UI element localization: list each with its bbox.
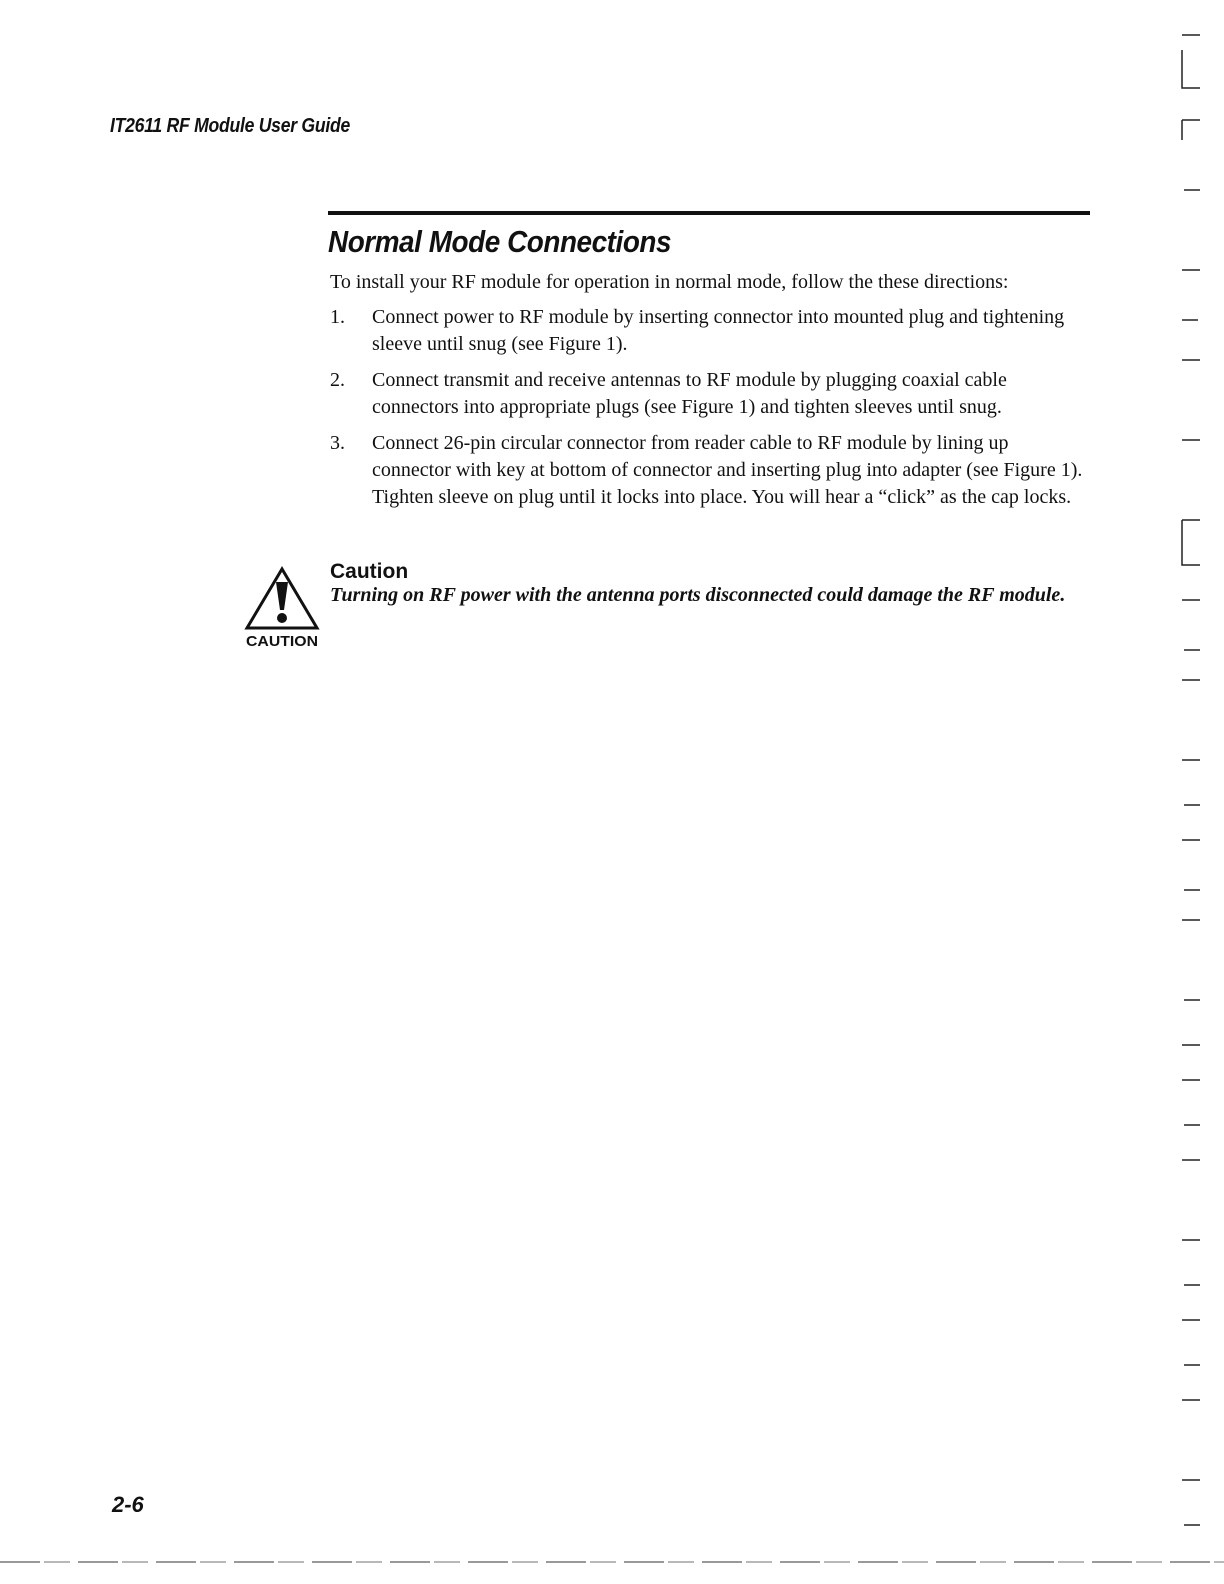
section-divider <box>328 211 1090 215</box>
step-text: Connect transmit and receive antennas to RF module by plugging coaxial cable connectors into appropriate plugs (see Figure 1) and tighten sleeves until snug. <box>372 369 1007 418</box>
step-item <box>330 304 1090 358</box>
caution-heading: Caution <box>330 560 409 583</box>
caution-icon-label: CAUTION <box>246 633 318 648</box>
steps-list <box>330 304 1090 520</box>
step-number: 2. <box>330 369 345 391</box>
warning-triangle-icon <box>244 566 320 648</box>
running-header: IT2611 RF Module User Guide <box>110 115 350 137</box>
page-number: 2-6 <box>112 1492 144 1517</box>
caution-text: Turning on RF power with the antenna ports disconnected could damage the RF module. <box>330 584 1066 606</box>
intro-paragraph: To install your RF module for operation in normal mode, follow the these directions: <box>330 271 1009 293</box>
step-number: 3. <box>330 432 345 454</box>
step-item <box>330 430 1090 511</box>
binder-tab-edge <box>1178 30 1218 1550</box>
section-title: Normal Mode Connections <box>328 224 672 259</box>
scan-artifact-line <box>0 1561 1224 1563</box>
step-number: 1. <box>330 306 345 328</box>
step-text: Connect power to RF module by inserting connector into mounted plug and tightening sleeve until snug (see Figure 1). <box>372 306 1065 355</box>
step-item <box>330 367 1090 421</box>
step-text: Connect 26-pin circular connector from reader cable to RF module by lining up connector with key at bottom of connector and inserting plug into adapter (see Figure 1). Tighten sleeve on plug until it locks into place. You will hear a “click” as the cap locks. <box>372 432 1083 508</box>
